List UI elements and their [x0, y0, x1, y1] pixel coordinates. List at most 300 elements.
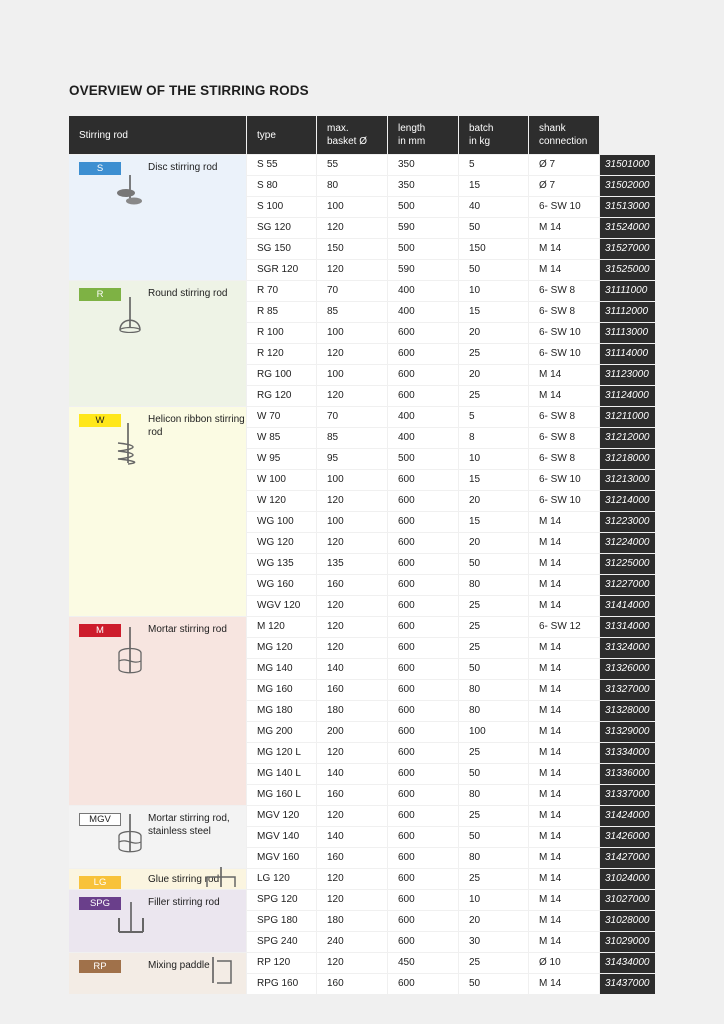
table-row: [247, 197, 655, 217]
header-type: [247, 116, 316, 154]
table-row: [247, 596, 655, 616]
header-length-line2: in mm: [398, 136, 426, 147]
table-row: [247, 680, 655, 700]
cell-length: 600: [388, 470, 458, 490]
group-w: [69, 407, 655, 616]
cell-batch: 50: [459, 218, 528, 238]
cell-shank: 6- SW 10: [529, 470, 599, 490]
cell-shank: M 14: [529, 974, 599, 994]
cell-type: SGR 120: [247, 260, 316, 280]
cell-shank: M 14: [529, 533, 599, 553]
cell-basket: 200: [317, 722, 387, 742]
cell-type: MG 160: [247, 680, 316, 700]
table-row: [247, 764, 655, 784]
category-name: Disc stirring rod: [148, 162, 218, 173]
cell-article-number: 31029000: [600, 932, 655, 952]
cell-basket: 120: [317, 386, 387, 406]
category-name: Round stirring rod: [148, 288, 228, 299]
category-name: Glue stirring rod: [148, 874, 220, 885]
cell-length: 600: [388, 974, 458, 994]
cell-batch: 15: [459, 470, 528, 490]
cell-shank: 6- SW 10: [529, 197, 599, 217]
cell-article-number: 31336000: [600, 764, 655, 784]
cell-shank: 6- SW 10: [529, 344, 599, 364]
cell-batch: 20: [459, 911, 528, 931]
cell-article-number: 31223000: [600, 512, 655, 532]
cell-type: WG 100: [247, 512, 316, 532]
cell-article-number: 31218000: [600, 449, 655, 469]
cell-type: W 85: [247, 428, 316, 448]
cell-length: 600: [388, 323, 458, 343]
category-cell: [69, 890, 246, 952]
cell-length: 600: [388, 596, 458, 616]
cell-shank: 6- SW 8: [529, 302, 599, 322]
cell-article-number: 31111000: [600, 281, 655, 301]
cell-type: S 80: [247, 176, 316, 196]
cell-length: 400: [388, 281, 458, 301]
cell-length: 400: [388, 407, 458, 427]
table-row: [247, 827, 655, 847]
cell-length: 600: [388, 785, 458, 805]
category-cell: [69, 407, 246, 616]
table-row: [247, 470, 655, 490]
cell-article-number: 31502000: [600, 176, 655, 196]
cell-basket: 150: [317, 239, 387, 259]
cell-batch: 50: [459, 659, 528, 679]
cell-batch: 15: [459, 512, 528, 532]
cell-batch: 25: [459, 638, 528, 658]
cell-type: S 55: [247, 155, 316, 175]
cell-article-number: 31334000: [600, 743, 655, 763]
cell-shank: Ø 7: [529, 155, 599, 175]
table-row: [247, 575, 655, 595]
cell-article-number: 31224000: [600, 533, 655, 553]
cell-article-number: 31525000: [600, 260, 655, 280]
category-badge: SPG: [79, 897, 121, 910]
table-row: [247, 512, 655, 532]
cell-batch: 50: [459, 827, 528, 847]
cell-article-number: 31028000: [600, 911, 655, 931]
cell-article-number: 31424000: [600, 806, 655, 826]
cell-shank: 6- SW 8: [529, 281, 599, 301]
cell-basket: 120: [317, 953, 387, 973]
cell-article-number: 31501000: [600, 155, 655, 175]
cell-type: MG 180: [247, 701, 316, 721]
table-row: [247, 449, 655, 469]
cell-shank: M 14: [529, 659, 599, 679]
cell-length: 600: [388, 932, 458, 952]
cell-basket: 85: [317, 302, 387, 322]
header-type-label: type: [257, 129, 276, 141]
cell-batch: 5: [459, 155, 528, 175]
cell-length: 600: [388, 512, 458, 532]
cell-length: 400: [388, 302, 458, 322]
table-row: [247, 890, 655, 910]
header-batch: [459, 116, 528, 154]
cell-type: SPG 120: [247, 890, 316, 910]
cell-batch: 25: [459, 953, 528, 973]
cell-length: 350: [388, 176, 458, 196]
cell-batch: 30: [459, 932, 528, 952]
cell-length: 600: [388, 764, 458, 784]
cell-batch: 10: [459, 890, 528, 910]
cell-type: MGV 120: [247, 806, 316, 826]
cell-basket: 80: [317, 176, 387, 196]
cell-article-number: 31324000: [600, 638, 655, 658]
cell-type: R 100: [247, 323, 316, 343]
table-row: [247, 281, 655, 301]
cell-batch: 25: [459, 869, 528, 889]
cell-type: MG 160 L: [247, 785, 316, 805]
cell-batch: 15: [459, 176, 528, 196]
cell-type: SPG 180: [247, 911, 316, 931]
cell-article-number: 31326000: [600, 659, 655, 679]
category-badge: LG: [79, 876, 121, 889]
cell-shank: M 14: [529, 386, 599, 406]
cell-batch: 80: [459, 680, 528, 700]
cell-batch: 15: [459, 302, 528, 322]
category-badge: M: [79, 624, 121, 637]
cell-shank: M 14: [529, 680, 599, 700]
cell-basket: 140: [317, 659, 387, 679]
cell-basket: 120: [317, 869, 387, 889]
cell-basket: 100: [317, 470, 387, 490]
cell-article-number: 31225000: [600, 554, 655, 574]
cell-type: W 70: [247, 407, 316, 427]
table-header: [69, 116, 655, 154]
category-badge: R: [79, 288, 121, 301]
cell-length: 600: [388, 365, 458, 385]
cell-article-number: 31329000: [600, 722, 655, 742]
cell-shank: M 14: [529, 512, 599, 532]
header-length-line1: length: [398, 123, 426, 134]
cell-basket: 180: [317, 911, 387, 931]
category-name: Mixing paddle: [148, 960, 210, 971]
cell-type: MG 140: [247, 659, 316, 679]
cell-length: 600: [388, 617, 458, 637]
cell-type: WG 160: [247, 575, 316, 595]
cell-article-number: 31426000: [600, 827, 655, 847]
cell-shank: 6- SW 8: [529, 428, 599, 448]
cell-article-number: 31227000: [600, 575, 655, 595]
header-stirring-rod: [69, 116, 246, 154]
group-lg: [69, 869, 655, 889]
cell-shank: M 14: [529, 554, 599, 574]
cell-type: MGV 160: [247, 848, 316, 868]
table-row: [247, 974, 655, 994]
cell-batch: 25: [459, 617, 528, 637]
cell-shank: M 14: [529, 260, 599, 280]
table-row: [247, 722, 655, 742]
cell-shank: M 14: [529, 764, 599, 784]
cell-length: 600: [388, 491, 458, 511]
table-row: [247, 428, 655, 448]
cell-basket: 180: [317, 701, 387, 721]
table-row: [247, 386, 655, 406]
cell-basket: 85: [317, 428, 387, 448]
table-row: [247, 617, 655, 637]
cell-batch: 50: [459, 554, 528, 574]
page-title: OVERVIEW OF THE STIRRING RODS: [69, 83, 309, 98]
cell-type: W 120: [247, 491, 316, 511]
cell-type: MGV 140: [247, 827, 316, 847]
table-row: [247, 701, 655, 721]
cell-basket: 120: [317, 596, 387, 616]
table-row: [247, 365, 655, 385]
cell-batch: 25: [459, 596, 528, 616]
cell-basket: 160: [317, 848, 387, 868]
cell-type: W 100: [247, 470, 316, 490]
category-cell: [69, 806, 246, 868]
cell-length: 500: [388, 239, 458, 259]
cell-basket: 120: [317, 344, 387, 364]
header-basket: [317, 116, 387, 154]
cell-basket: 70: [317, 281, 387, 301]
table-row: [247, 953, 655, 973]
table-row: [247, 554, 655, 574]
header-stirring-rod-label: Stirring rod: [79, 129, 128, 141]
header-length: [388, 116, 458, 154]
cell-basket: 100: [317, 512, 387, 532]
cell-basket: 95: [317, 449, 387, 469]
cell-type: SPG 240: [247, 932, 316, 952]
cell-shank: M 14: [529, 869, 599, 889]
category-name: Mortar stirring rod: [148, 624, 227, 635]
table-row: [247, 806, 655, 826]
cell-article-number: 31112000: [600, 302, 655, 322]
group-mgv: [69, 806, 655, 868]
cell-length: 600: [388, 722, 458, 742]
cell-shank: M 14: [529, 848, 599, 868]
cell-type: WG 120: [247, 533, 316, 553]
cell-type: SG 150: [247, 239, 316, 259]
cell-article-number: 31328000: [600, 701, 655, 721]
table-row: [247, 302, 655, 322]
cell-basket: 240: [317, 932, 387, 952]
stirring-rods-table: [69, 116, 655, 989]
cell-batch: 25: [459, 806, 528, 826]
cell-batch: 25: [459, 743, 528, 763]
cell-basket: 100: [317, 197, 387, 217]
cell-basket: 120: [317, 260, 387, 280]
cell-type: M 120: [247, 617, 316, 637]
cell-article-number: 31434000: [600, 953, 655, 973]
cell-basket: 160: [317, 575, 387, 595]
group-s: [69, 155, 655, 280]
category-badge: RP: [79, 960, 121, 973]
cell-basket: 70: [317, 407, 387, 427]
cell-type: MG 200: [247, 722, 316, 742]
cell-type: W 95: [247, 449, 316, 469]
table-row: [247, 743, 655, 763]
cell-type: WG 135: [247, 554, 316, 574]
cell-article-number: 31527000: [600, 239, 655, 259]
cell-basket: 140: [317, 827, 387, 847]
cell-length: 600: [388, 890, 458, 910]
cell-article-number: 31211000: [600, 407, 655, 427]
cell-shank: M 14: [529, 239, 599, 259]
cell-batch: 5: [459, 407, 528, 427]
cell-article-number: 31427000: [600, 848, 655, 868]
cell-batch: 25: [459, 386, 528, 406]
cell-shank: Ø 7: [529, 176, 599, 196]
cell-length: 600: [388, 911, 458, 931]
cell-length: 600: [388, 701, 458, 721]
cell-article-number: 31314000: [600, 617, 655, 637]
category-name: Helicon ribbon stirring rod: [148, 414, 245, 438]
cell-shank: M 14: [529, 785, 599, 805]
table-row: [247, 239, 655, 259]
cell-batch: 80: [459, 848, 528, 868]
cell-batch: 40: [459, 197, 528, 217]
table-row: [247, 638, 655, 658]
cell-batch: 50: [459, 764, 528, 784]
category-badge: MGV: [79, 813, 121, 826]
cell-basket: 135: [317, 554, 387, 574]
cell-basket: 120: [317, 491, 387, 511]
table-row: [247, 869, 655, 889]
cell-basket: 120: [317, 617, 387, 637]
header-shank-line1: shank: [539, 123, 566, 134]
header-shank-line2: connection: [539, 136, 588, 147]
category-name: Mortar stirring rod, stainless steel: [148, 813, 230, 837]
cell-type: MG 120 L: [247, 743, 316, 763]
category-badge: S: [79, 162, 121, 175]
cell-basket: 120: [317, 806, 387, 826]
category-cell: [69, 869, 246, 889]
group-m: [69, 617, 655, 805]
table-row: [247, 260, 655, 280]
group-rp: [69, 953, 655, 994]
cell-batch: 50: [459, 260, 528, 280]
cell-length: 600: [388, 680, 458, 700]
cell-batch: 80: [459, 701, 528, 721]
cell-length: 600: [388, 659, 458, 679]
category-name: Filler stirring rod: [148, 897, 220, 908]
cell-type: RP 120: [247, 953, 316, 973]
cell-type: RPG 160: [247, 974, 316, 994]
table-row: [247, 848, 655, 868]
table-row: [247, 785, 655, 805]
cell-length: 400: [388, 428, 458, 448]
cell-article-number: 31027000: [600, 890, 655, 910]
cell-article-number: 31524000: [600, 218, 655, 238]
cell-shank: M 14: [529, 932, 599, 952]
cell-article-number: 31024000: [600, 869, 655, 889]
cell-type: S 100: [247, 197, 316, 217]
cell-basket: 120: [317, 638, 387, 658]
cell-shank: 6- SW 8: [529, 407, 599, 427]
cell-shank: M 14: [529, 218, 599, 238]
cell-article-number: 31123000: [600, 365, 655, 385]
cell-article-number: 31213000: [600, 470, 655, 490]
cell-basket: 120: [317, 218, 387, 238]
cell-shank: M 14: [529, 911, 599, 931]
cell-length: 600: [388, 575, 458, 595]
cell-article-number: 31212000: [600, 428, 655, 448]
cell-batch: 10: [459, 281, 528, 301]
cell-shank: M 14: [529, 722, 599, 742]
cell-length: 600: [388, 827, 458, 847]
cell-batch: 10: [459, 449, 528, 469]
cell-shank: M 14: [529, 890, 599, 910]
cell-batch: 20: [459, 323, 528, 343]
category-badge: W: [79, 414, 121, 427]
cell-basket: 120: [317, 533, 387, 553]
header-shank: [529, 116, 599, 154]
cell-batch: 50: [459, 974, 528, 994]
cell-type: MG 120: [247, 638, 316, 658]
cell-article-number: 31214000: [600, 491, 655, 511]
cell-batch: 150: [459, 239, 528, 259]
table-row: [247, 659, 655, 679]
cell-shank: Ø 10: [529, 953, 599, 973]
cell-length: 600: [388, 554, 458, 574]
header-basket-line1: max.: [327, 123, 349, 134]
cell-length: 600: [388, 386, 458, 406]
category-cell: [69, 281, 246, 406]
table-row: [247, 911, 655, 931]
cell-type: WGV 120: [247, 596, 316, 616]
cell-length: 600: [388, 869, 458, 889]
cell-basket: 160: [317, 785, 387, 805]
cell-length: 600: [388, 806, 458, 826]
group-r: [69, 281, 655, 406]
cell-basket: 120: [317, 890, 387, 910]
table-row: [247, 155, 655, 175]
cell-shank: 6- SW 10: [529, 491, 599, 511]
cell-type: RG 100: [247, 365, 316, 385]
cell-batch: 20: [459, 491, 528, 511]
cell-type: SG 120: [247, 218, 316, 238]
header-batch-line2: in kg: [469, 136, 491, 147]
table-row: [247, 218, 655, 238]
header-batch-line1: batch: [469, 123, 494, 134]
cell-article-number: 31114000: [600, 344, 655, 364]
cell-basket: 140: [317, 764, 387, 784]
cell-basket: 100: [317, 323, 387, 343]
cell-basket: 160: [317, 974, 387, 994]
cell-article-number: 31327000: [600, 680, 655, 700]
table-row: [247, 932, 655, 952]
cell-shank: M 14: [529, 701, 599, 721]
category-cell: [69, 617, 246, 805]
category-cell: [69, 155, 246, 280]
cell-article-number: 31414000: [600, 596, 655, 616]
cell-type: MG 140 L: [247, 764, 316, 784]
cell-basket: 100: [317, 365, 387, 385]
cell-batch: 20: [459, 365, 528, 385]
cell-basket: 55: [317, 155, 387, 175]
cell-batch: 100: [459, 722, 528, 742]
cell-length: 600: [388, 533, 458, 553]
cell-batch: 20: [459, 533, 528, 553]
cell-shank: M 14: [529, 743, 599, 763]
cell-basket: 120: [317, 743, 387, 763]
cell-type: LG 120: [247, 869, 316, 889]
cell-length: 590: [388, 218, 458, 238]
cell-shank: 6- SW 12: [529, 617, 599, 637]
cell-batch: 80: [459, 575, 528, 595]
group-spg: [69, 890, 655, 952]
category-cell: [69, 953, 246, 994]
cell-basket: 160: [317, 680, 387, 700]
cell-shank: M 14: [529, 596, 599, 616]
cell-length: 590: [388, 260, 458, 280]
cell-article-number: 31437000: [600, 974, 655, 994]
cell-length: 350: [388, 155, 458, 175]
cell-shank: M 14: [529, 827, 599, 847]
